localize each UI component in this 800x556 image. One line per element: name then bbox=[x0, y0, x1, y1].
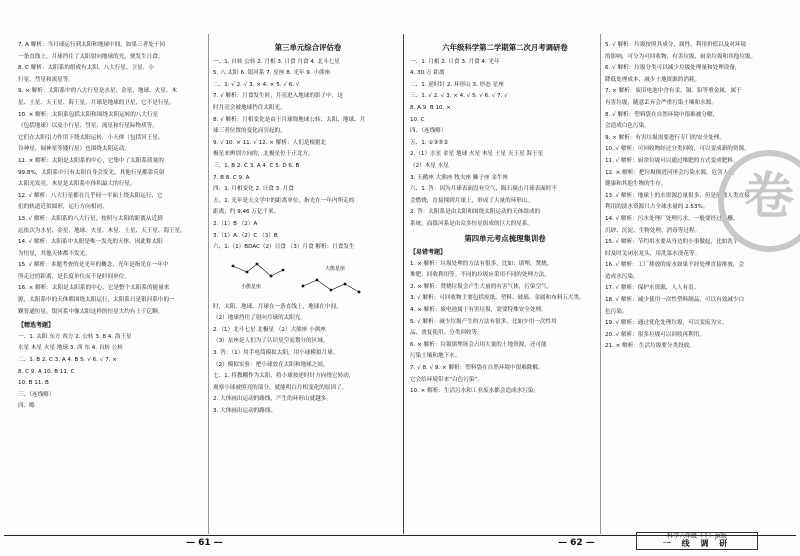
answer-line: 二、1. 逆时针 2. 环形山 3. 形态 星座 bbox=[410, 81, 504, 88]
answer-line: 2.（1）B （2）A bbox=[213, 220, 258, 227]
answer-line: 12. √ 解析：八大行星都在几乎同一平面上绕太阳运行，它 bbox=[18, 192, 163, 199]
answer-line: 99.8%，太阳系中只有太阳自身会发光，其他行星都靠反射 bbox=[18, 169, 165, 176]
answer-line: 14. √ 解析：污水处理厂处理污水，一般要经过格栅、 bbox=[605, 215, 739, 222]
answer-line: 污染土壤和地下水。 bbox=[410, 353, 461, 360]
answer-line: 会造成白色污染。 bbox=[605, 123, 650, 130]
constellation-figure bbox=[213, 256, 393, 300]
answer-line: 颗普通恒星，银河系中像太阳这样的恒星大约有上千亿颗。 bbox=[18, 308, 164, 315]
answer-line: 们的轨道近似圆形，运行方向相同。 bbox=[18, 204, 108, 211]
answer-line: 8. √ 解析：塑料袋在自然环境中很难被分解， bbox=[605, 111, 719, 118]
answer-line: 7. √ 8. √ 9. × 解析：塑料袋在自然环境中很难降解， bbox=[410, 365, 544, 372]
answer-line: 8. A 9. B 10. × bbox=[410, 104, 451, 111]
answer-line: 造成水污染。 bbox=[605, 273, 639, 280]
answer-line: 距离，约 9.46 万亿千米。 bbox=[213, 209, 280, 216]
answer-line: 16. √ 解析：工厂排放的废水如果不经处理直接排放，会 bbox=[605, 262, 745, 269]
answer-line: 一、1. 月相 2. 日食 3. 月食 4. 光年 bbox=[410, 58, 500, 65]
page-gutter bbox=[403, 34, 404, 534]
answer-line: 5. √ 解析：垃圾按照其成分、属性、利用价值以及对环境 bbox=[605, 42, 747, 48]
answer-line: 14. √ 解析：太阳系中太阳是唯一发光的天体，因此称太阳 bbox=[18, 239, 163, 246]
answer-line: 9. × 解析：太阳系中的八大行星是水星、金星、地球、火星、木 bbox=[18, 88, 178, 95]
answer-line: 健康和其他生物的生存。 bbox=[605, 181, 667, 188]
answer-line: 【易错考题】 bbox=[410, 249, 447, 257]
answer-line: 21. × 解析：生活垃圾要分类投放。 bbox=[605, 343, 695, 350]
answer-line: 18. √ 解析：减少使用一次性塑料制品，可以有效减少白 bbox=[605, 297, 745, 304]
constellation-diagram bbox=[213, 256, 403, 300]
answer-line: 4. × 解析：废电池属于有害垃圾，需要特殊安全处理。 bbox=[410, 307, 547, 314]
answer-line: 8. √ 解析：月相变化是由于月球绕地球公转，太阳、地球、月 bbox=[213, 116, 366, 123]
answer-line: 有害垃圾，随意丢弃会严重污染土壤和水源。 bbox=[605, 99, 717, 106]
answer-line: 10. × 解析：太阳系包括太阳和围绕太阳运转的八大行星 bbox=[18, 111, 159, 118]
answer-line: 5. 八 太阳 6. 银河系 7. 星座 8. 光年 9. 小熊座 bbox=[213, 70, 331, 77]
answer-line: 3. 答：（1）用手电筒模拟太阳，用小球模拟月球。 bbox=[213, 350, 339, 357]
answer-line: 9. √ 10. × 11. √ 12. × 解析：人们是根据北 bbox=[213, 139, 327, 146]
answer-line: 三、1. B 2. C 3. A 4. C 5. D 6. B bbox=[213, 162, 300, 169]
answer-line: 三、1. √ 2. √ 3. × 4. √ 5. √ 6. √ 7. √ bbox=[410, 93, 508, 100]
answer-line: 品、重复使用、分类回收等。 bbox=[410, 330, 483, 337]
diagram-label-little-bear: 小熊星座 bbox=[241, 283, 262, 290]
answer-line: 10. × 解析：生活污水和工业废水都会造成水污染。 bbox=[410, 388, 540, 395]
column-divider bbox=[600, 34, 601, 534]
answer-line: 7. A 解析：当月球运行到太阳和地球中间，如果三者处于同 bbox=[18, 42, 165, 48]
answer-line: 系统，而银河系是由众多恒星组成的巨大的星系。 bbox=[410, 220, 534, 227]
answer-line: 20. √ 解析：很多垃圾可以回收再利用。 bbox=[605, 331, 705, 338]
answer-line: 七、1. 将教棚作为太阳，将小球按逆时针方向绕它转动， bbox=[213, 373, 355, 380]
answer-line: 为恒星，其他天体都不发光。 bbox=[18, 250, 91, 257]
answer-line: 极星来辨别方向的，北极星位于正北方。 bbox=[213, 151, 314, 158]
answer-line: 11. √ 解析：厨余垃圾可以通过堆肥的方式变成肥料。 bbox=[605, 157, 739, 164]
answer-line: 色污染。 bbox=[605, 308, 628, 315]
answer-line: 降低处理成本，减少土地资源的消耗。 bbox=[605, 76, 701, 83]
badge-brand: 一 线 调 研 bbox=[662, 539, 732, 548]
answer-line: 3.（1）A （2）C （3）B bbox=[213, 232, 278, 239]
answer-line: 2.（1）水星 金星 地球 火星 木星 土星 天王星 海王星 bbox=[410, 151, 544, 158]
answer-line: 3. 大体画出运动的路线。 bbox=[213, 408, 277, 415]
page-number-left: — 61 — bbox=[186, 538, 223, 548]
answer-line: 一、1. 自转 公转 2. 月相 3. 日食 月食 4. 北斗七星 bbox=[213, 58, 340, 65]
answer-line: 行星、彗星和流星等。 bbox=[18, 76, 74, 83]
answer-line: 10. B 11. B bbox=[18, 380, 49, 387]
answer-line: 10. √ 解析：可回收物经过分类回收，可以变成新的资源。 bbox=[605, 146, 750, 153]
publisher-badge bbox=[636, 532, 758, 550]
answer-line: （3）星座是人们为了认识星空而划分的区域。 bbox=[213, 338, 329, 345]
answer-line: 四、（连线略） bbox=[410, 128, 447, 135]
answer-line: 它会给环境带来“白色污染”。 bbox=[410, 376, 483, 383]
answer-line: 堆肥、回收利用等。不同的垃圾应采用不同的处理方法。 bbox=[410, 272, 550, 279]
answer-line: 观察小球被照亮的部分，就能明白月相变化的原因了。 bbox=[213, 384, 348, 391]
answer-line: 会燃烧，直接撞到月球上，形成了大量的环形山。 bbox=[410, 197, 534, 204]
answer-line: 谷神星、阋神星等矮行星）也围绕太阳运动。 bbox=[18, 146, 130, 153]
answer-line: 13. √ 解析：太阳系的八大行星，按照与太阳的距离从近到 bbox=[18, 215, 163, 222]
page-number-right: — 62 — bbox=[558, 538, 595, 548]
answer-line: 15. √ 解析：节约用水要从身边的小事做起，比如洗手 bbox=[605, 239, 739, 246]
answer-line: 一条直线上，月球挡住了太阳射向地球的光，便发生日食。 bbox=[18, 53, 164, 60]
answer-line: 三、（连线略） bbox=[18, 391, 55, 398]
answer-line: 7. × 解析：废旧电池中含有汞、镉、铅等重金属，属于 bbox=[605, 88, 742, 95]
badge-subject: 科学六年级（下）JK版 bbox=[667, 533, 727, 540]
answer-line: 它们在太阳引力作用下绕太阳运转，小天体（包括冥王星、 bbox=[18, 134, 164, 141]
column-1 bbox=[18, 40, 204, 413]
answer-line: 所走过的距离，是长度单位而不是时间单位。 bbox=[18, 273, 130, 280]
answer-line: 2. 大体画出运动的路线，产生的环形山就越多。 bbox=[213, 396, 332, 403]
answer-line: 水星 木星 火星 地球 3. 西 东 4. 自转 公转 bbox=[18, 345, 123, 352]
answer-line: 1. × 解析：垃圾处理的方法有很多，比如：填埋、焚烧、 bbox=[410, 260, 553, 267]
answer-line: 16. × 解析：太阳是太阳系的中心，它是整个太阳系的能量来 bbox=[18, 285, 170, 292]
answer-line: 四、略 bbox=[18, 403, 35, 410]
answer-line: 时月亮会被地球挡住太阳光。 bbox=[213, 104, 286, 111]
answer-line: 六、1. 答：因为月球表面没有空气，陨石撞击月球表面时不 bbox=[410, 186, 557, 193]
answer-line: 球三者位置的变化而引起的。 bbox=[213, 128, 286, 135]
answer-line: 利用的淡水资源只占全球水量的 2.53%。 bbox=[605, 204, 709, 211]
answer-line: 3. √ 解析：可回收物主要包括废纸、塑料、玻璃、金属和布料五大类。 bbox=[410, 295, 585, 302]
answer-line: 13. √ 解析：地球上的水资源总量很多，但是能被人类直接 bbox=[605, 192, 750, 199]
answer-line: 沉砂、沉淀、生物处理、消毒等过程。 bbox=[605, 227, 701, 234]
column-2 bbox=[213, 40, 403, 418]
answer-line: 11. × 解析：太阳是太阳系的中心，它集中了太阳系质量的 bbox=[18, 157, 164, 164]
answer-line: 时，太阳、地球、月球在一条直线上，地球在中间。 bbox=[213, 303, 342, 310]
answer-line: 7. B 8. C 9. A bbox=[213, 174, 250, 181]
answer-line: 8. C 解析：太阳系的组成有太阳、八大行星、卫星、小 bbox=[18, 65, 154, 72]
answer-line: 五、1. 光年是天文学中的距离单位，指光在一年内所走的 bbox=[213, 197, 355, 204]
answer-line: 6. √ 解析：垃圾分类可以减少垃圾处理量和处理设备， bbox=[605, 65, 741, 72]
answer-line: 五、1. ①③⑤② bbox=[410, 139, 449, 146]
unit3-test-title: 第三单元综合评估卷 bbox=[274, 43, 342, 52]
answer-line: 2. 答：太阳系是由太阳和围绕太阳运动的天体组成的 bbox=[410, 209, 541, 216]
answer-line: 时及时关闭水龙头，用洗菜水浇花等。 bbox=[605, 250, 701, 257]
answer-line: 六、1.（1）BDAC（2）日食 （3）月食 解析：月食发生 bbox=[213, 244, 355, 251]
watermark-stamp: 卷 bbox=[718, 150, 800, 252]
answer-line: 源，太阳系中的天体都围绕太阳运行，太阳系只是银河系中的一 bbox=[18, 297, 175, 304]
answer-line: 10. C bbox=[410, 116, 425, 123]
answer-line: 12. × 解析：把垃圾倒进河里会污染水源，危害人类 bbox=[605, 169, 735, 176]
answer-line: 二、1. √ 2. √ 3. × 4. × 5. √ 6. √ bbox=[213, 81, 300, 88]
answer-line: 【精选考题】 bbox=[18, 322, 55, 330]
answer-line: 的影响，可分为可回收物、有害垃圾、厨余垃圾和其他垃圾。 bbox=[605, 53, 757, 60]
answer-line: 二、1. B 2. C 3. A 4. B 5. √ 6. √ 7. × bbox=[18, 357, 117, 364]
answer-line: （包括地球）以及小行星、彗星、流星和行星际物质等。 bbox=[18, 123, 158, 130]
answer-line: 太阳光发亮。木星是太阳系中体积最大的行星。 bbox=[18, 181, 136, 188]
answer-line: 5. √ 解析：减少垃圾产生的方法有很多，比如少用一次性用 bbox=[410, 318, 557, 325]
answer-line: 6. × 解析：垃圾填埋场会占用大量的土地资源，还可能 bbox=[410, 341, 547, 348]
answer-line: 19. √ 解析：通过优化处理垃圾，可以变废为宝。 bbox=[605, 320, 728, 327]
answer-line: 远依次为水星、金星、地球、火星、木星、土星、天王星、海王星。 bbox=[18, 227, 186, 234]
answer-line: 17. √ 解析：保护水资源，人人有责。 bbox=[605, 285, 700, 292]
answer-line: （2）模拟实验：把小球放在太阳和地球之间。 bbox=[213, 361, 329, 368]
answer-line: 星、土星、天王星、海王星，月球是地球的卫星，它不是行星。 bbox=[18, 99, 175, 106]
answer-line: 8. C 9. A 10. B 11. C bbox=[18, 368, 75, 375]
answer-line: 2. × 解析：焚烧垃圾会产生大量的有害气体，污染空气。 bbox=[410, 283, 553, 290]
column-divider bbox=[208, 34, 209, 534]
answer-line: （2）地球挡住了射向月球的太阳光。 bbox=[213, 315, 307, 322]
answer-line: 15. √ 解析：本题考查的是光年的概念，光年是指光在一年中 bbox=[18, 262, 169, 269]
answer-line: 9. × 解析：有害垃圾需要进行专门的安全处理。 bbox=[605, 134, 725, 141]
answer-line: （2）木星 水星 bbox=[410, 162, 449, 169]
monthly-test-title: 六年级科学第二学期第二次月考调研卷 bbox=[442, 43, 568, 52]
answer-line: 2.（1）北斗七星 北极星 （2）大熊座 小熊座 bbox=[213, 326, 326, 333]
unit4-review-title: 第四单元考点梳理集训卷 bbox=[464, 233, 546, 243]
answer-line: 3. 天鹅座 大熊座 牧夫座 狮子座 金牛座 bbox=[410, 174, 509, 181]
column-3 bbox=[410, 40, 600, 398]
answer-line: 7. √ 解析：月食发生时，月亮进入地球的影子中，这 bbox=[213, 93, 343, 100]
answer-line: 四、1. 月相变化 2. 日食 3. 月食 bbox=[213, 186, 294, 193]
answer-line: 一、1. 太阳 东方 西方 2. 公转 3. 8 4. 海王星 bbox=[18, 333, 132, 340]
diagram-label-big-bear: 大熊星座 bbox=[325, 265, 346, 272]
answer-line: 4. 30 万 距离 bbox=[410, 70, 445, 77]
